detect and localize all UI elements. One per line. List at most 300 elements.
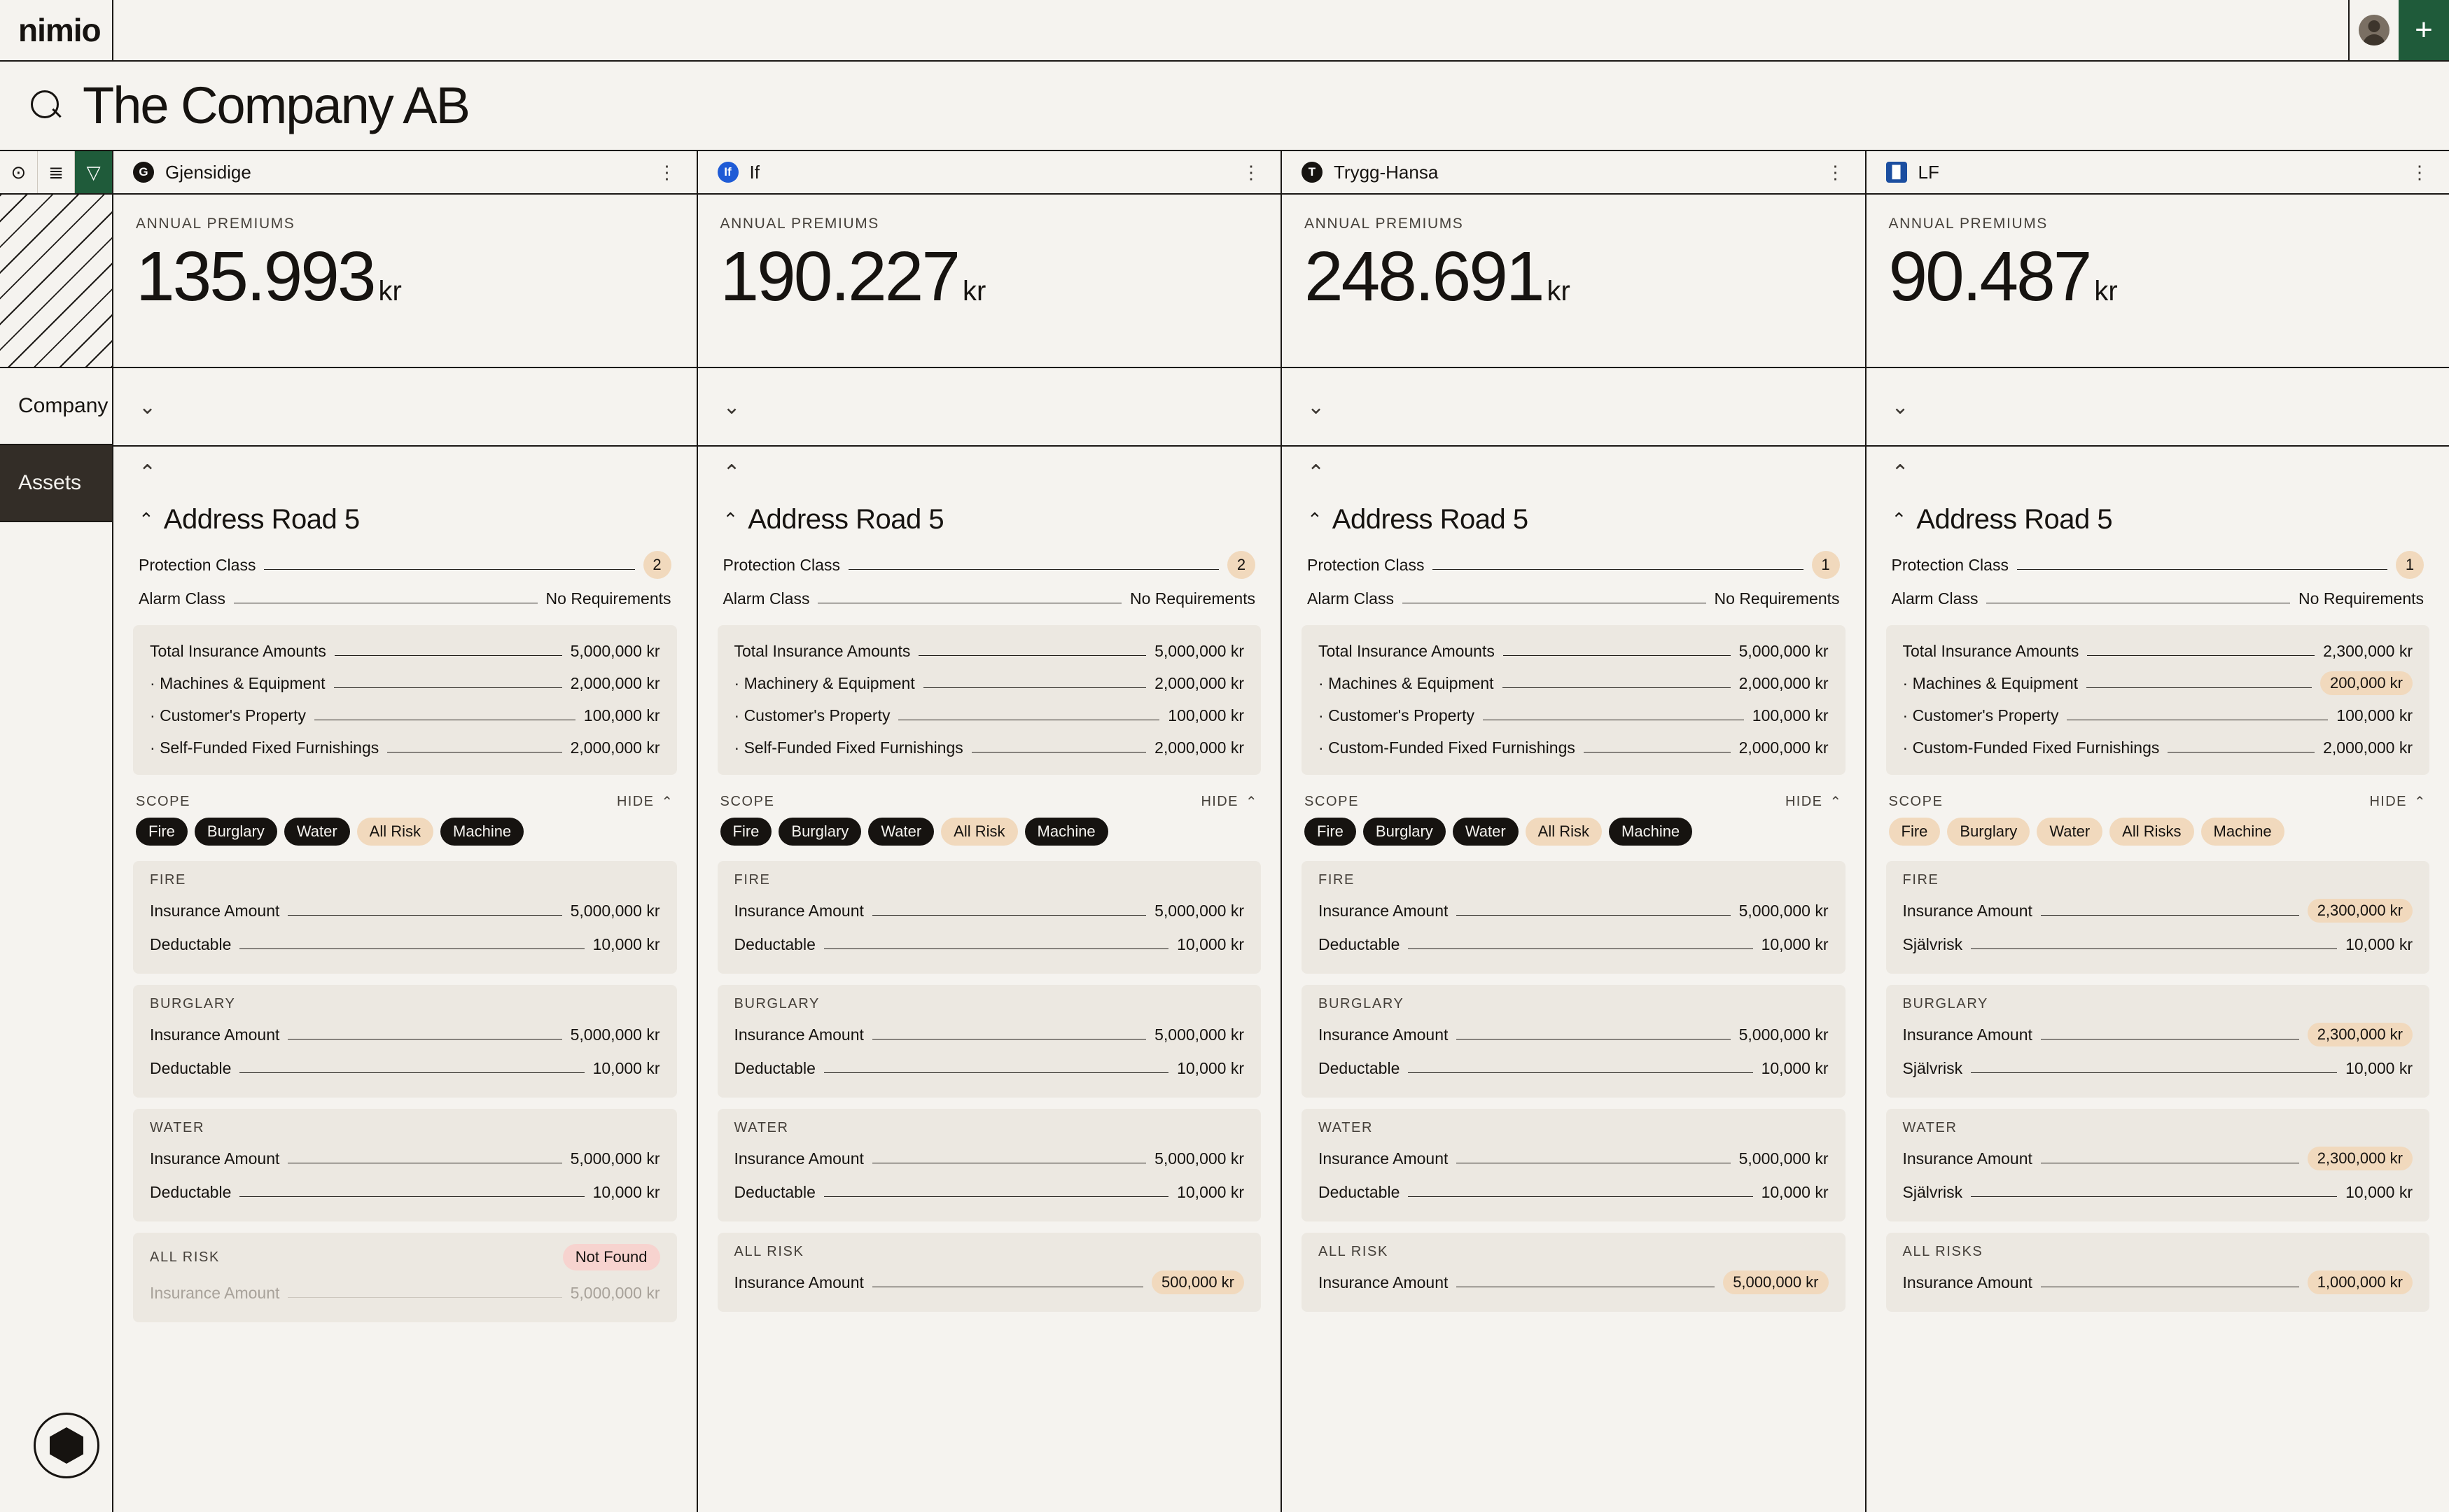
chevron-up-icon: ⌃ <box>2413 794 2427 810</box>
top-bar-spacer <box>113 0 2348 60</box>
table-row <box>1886 894 2430 927</box>
alarm-class-label: Alarm Class <box>1891 589 1979 608</box>
chevron-up-icon: ⌃ <box>139 509 154 530</box>
scope-chip[interactable]: Burglary <box>195 818 277 846</box>
table-row <box>133 1051 677 1085</box>
annual-premium-value: 135.993 <box>136 237 375 316</box>
peril-row-value: 5,000,000 kr <box>1723 1270 1828 1294</box>
table-row <box>718 667 1262 699</box>
scope-chip[interactable]: Water <box>1453 818 1519 846</box>
insurer-logo-icon: T <box>1302 162 1323 183</box>
scope-hide-label: HIDE <box>1785 794 1823 809</box>
annual-premium-value: 248.691 <box>1304 237 1543 316</box>
peril-row-label: Deductable <box>150 934 232 953</box>
peril-row-value: 5,000,000 kr <box>1738 1025 1829 1044</box>
add-button[interactable]: + <box>2399 0 2449 60</box>
table-row <box>133 1018 677 1051</box>
chevron-up-icon: ⌃ <box>1891 509 1907 530</box>
scope-chip[interactable]: Burglary <box>779 818 861 846</box>
scope-label: SCOPE <box>1304 794 1360 809</box>
leader-dots <box>919 655 1146 656</box>
peril-title: BURGLARY <box>734 996 820 1011</box>
scope-chip[interactable]: All Risk <box>357 818 433 846</box>
column-header-row <box>0 151 2449 195</box>
column-menu-icon[interactable]: ⋮ <box>2410 161 2429 183</box>
scope-chip[interactable]: Fire <box>1304 818 1356 846</box>
leader-dots <box>2087 655 2315 656</box>
peril-row-value: 5,000,000 kr <box>1154 1149 1244 1168</box>
leader-dots <box>1502 687 1731 688</box>
amount-label: Total Insurance Amounts <box>150 641 326 660</box>
table-row <box>133 1276 677 1310</box>
table-row <box>1886 1018 2430 1051</box>
amount-value: 200,000 kr <box>2320 671 2413 695</box>
insurance-amounts-card <box>718 625 1262 775</box>
alarm-class-value: No Requirements <box>2298 589 2424 608</box>
chevron-up-icon: ⌃ <box>139 461 157 484</box>
insurer-name: If <box>749 161 760 183</box>
address-header[interactable] <box>698 498 1281 548</box>
peril-row-label: Insurance Amount <box>1902 1273 2032 1292</box>
leader-dots <box>264 569 634 570</box>
column-header-gjensidige[interactable] <box>113 151 698 193</box>
table-row <box>1886 732 2430 764</box>
scope-hide-label: HIDE <box>1201 794 1239 809</box>
annual-premium-label: ANNUAL PREMIUMS <box>720 216 879 232</box>
expanded-section-toggle[interactable] <box>113 447 697 498</box>
alarm-class-row <box>113 582 697 615</box>
leader-dots <box>239 1072 584 1073</box>
column-header-trygg-hansa[interactable] <box>1282 151 1867 193</box>
table-row <box>1886 1266 2430 1299</box>
table-row <box>1302 1266 1846 1299</box>
scope-chips <box>1867 818 2449 850</box>
page-title: The Company AB <box>83 76 469 134</box>
leader-dots <box>1503 655 1731 656</box>
chevron-down-icon: ⌄ <box>1891 395 1909 419</box>
chevron-down-icon: ⌄ <box>139 395 157 419</box>
peril-row-label: Deductable <box>1318 1182 1400 1201</box>
peril-title: FIRE <box>1318 872 1355 888</box>
column-content <box>1282 447 1865 1512</box>
scope-hide-button[interactable] <box>2369 793 2427 811</box>
table-row <box>718 894 1262 927</box>
protection-class-label: Protection Class <box>1307 555 1425 574</box>
scope-hide-button[interactable] <box>1785 793 1843 811</box>
scope-chip[interactable]: Machine <box>2201 818 2284 846</box>
sidebar-item-company[interactable] <box>0 368 112 445</box>
chevron-up-icon: ⌃ <box>723 461 741 484</box>
table-row <box>718 699 1262 732</box>
peril-card-fire <box>1302 861 1846 974</box>
app-logo-badge[interactable] <box>34 1413 99 1478</box>
table-row <box>1886 1142 2430 1175</box>
peril-row-value: 10,000 kr <box>592 1182 660 1201</box>
column-header-lf[interactable] <box>1867 151 2449 193</box>
amount-label: · Machines & Equipment <box>1318 674 1494 693</box>
peril-card-fire <box>718 861 1262 974</box>
toolbar <box>0 151 113 193</box>
peril-row-label: Insurance Amount <box>1902 901 2032 920</box>
peril-title: ALL RISK <box>150 1249 220 1265</box>
address-title: Address Road 5 <box>748 504 944 535</box>
scope-chip[interactable]: Fire <box>720 818 772 846</box>
peril-row-label: Insurance Amount <box>1902 1149 2032 1168</box>
peril-row-label: Insurance Amount <box>1318 1149 1449 1168</box>
filter-button[interactable] <box>75 151 112 193</box>
peril-card-burglary <box>133 985 677 1098</box>
protection-class-value: 1 <box>1812 551 1840 579</box>
alarm-class-label: Alarm Class <box>139 589 225 608</box>
peril-row-value: 10,000 kr <box>2345 1182 2413 1201</box>
peril-row-value: 10,000 kr <box>2345 1058 2413 1077</box>
scope-chip[interactable]: Fire <box>1889 818 1941 846</box>
body <box>0 195 2449 1512</box>
scope-chip[interactable]: Fire <box>136 818 188 846</box>
amount-value: 100,000 kr <box>1752 706 1829 724</box>
peril-title: ALL RISK <box>1318 1244 1388 1259</box>
table-row <box>718 1051 1262 1085</box>
scope-chip[interactable]: Water <box>284 818 350 846</box>
insurer-column-lf <box>1867 195 2449 1512</box>
peril-row-value: 2,300,000 kr <box>2308 1023 2413 1046</box>
hexagon-icon <box>50 1427 83 1464</box>
search-icon[interactable] <box>28 88 64 124</box>
protection-class-label: Protection Class <box>139 555 256 574</box>
sidebar-item-label: Assets <box>18 471 82 494</box>
table-row <box>1886 1175 2430 1209</box>
sidebar-hatch-decoration <box>0 195 112 368</box>
chevron-up-icon: ⌃ <box>1829 794 1843 810</box>
alarm-class-row <box>1867 582 2449 615</box>
column-menu-icon[interactable]: ⋮ <box>657 161 677 183</box>
insurance-amounts-card <box>1302 625 1846 775</box>
leader-dots <box>824 1072 1168 1073</box>
leader-dots <box>872 915 1146 916</box>
leader-dots <box>2017 569 2387 570</box>
address-header[interactable] <box>1282 498 1865 548</box>
peril-title: ALL RISK <box>734 1244 804 1259</box>
peril-row-label: Självrisk <box>1902 934 1963 953</box>
column-menu-icon[interactable]: ⋮ <box>1242 161 1261 183</box>
scope-label: SCOPE <box>1888 794 1944 809</box>
insurance-amounts-card <box>1886 625 2430 775</box>
peril-row-value: 5,000,000 kr <box>570 1283 660 1302</box>
table-row <box>718 1142 1262 1175</box>
leader-dots <box>1971 1072 2337 1073</box>
peril-row-value: 10,000 kr <box>2345 934 2413 953</box>
peril-row-label: Insurance Amount <box>734 1273 864 1292</box>
peril-row-value: 5,000,000 kr <box>570 1025 660 1044</box>
alarm-class-label: Alarm Class <box>1307 589 1394 608</box>
sidebar-item-assets[interactable] <box>0 445 112 522</box>
table-row <box>1886 1051 2430 1085</box>
scope-hide-label: HIDE <box>2369 794 2407 809</box>
chevron-up-icon: ⌃ <box>723 509 739 530</box>
scope-chips <box>698 818 1281 850</box>
scope-chips <box>113 818 697 850</box>
table-row <box>133 699 677 732</box>
insurer-column-gjensidige <box>113 195 698 1512</box>
brand-logo[interactable] <box>0 0 113 60</box>
annual-premium-card <box>698 195 1281 368</box>
scope-chips <box>1282 818 1865 850</box>
amount-value: 100,000 kr <box>583 706 660 724</box>
annual-premium-label: ANNUAL PREMIUMS <box>1304 216 1464 232</box>
collapsed-section-toggle[interactable] <box>698 368 1281 447</box>
insurer-logo-icon: ▐▌ <box>1886 162 1907 183</box>
leader-dots <box>239 1196 584 1197</box>
address-title: Address Road 5 <box>1332 504 1528 535</box>
peril-row-value: 5,000,000 kr <box>570 1149 660 1168</box>
chevron-up-icon: ⌃ <box>1307 509 1323 530</box>
table-row <box>718 1175 1262 1209</box>
brand-logo-text: nimio <box>18 12 101 48</box>
page-header <box>0 62 2449 151</box>
peril-row-value: 10,000 kr <box>592 1058 660 1077</box>
peril-row-value: 10,000 kr <box>1761 934 1829 953</box>
leader-dots <box>824 948 1168 949</box>
peril-title: BURGLARY <box>1902 996 1988 1011</box>
peril-row-label: Insurance Amount <box>734 1025 864 1044</box>
amount-value: 2,300,000 kr <box>2323 641 2413 660</box>
chevron-down-icon: ⌄ <box>1307 395 1325 419</box>
amount-label: · Self-Funded Fixed Furnishings <box>150 738 379 757</box>
column-content <box>113 447 697 1512</box>
amount-value: 5,000,000 kr <box>1738 641 1829 660</box>
top-bar <box>0 0 2449 62</box>
scope-hide-button[interactable] <box>617 793 674 811</box>
amount-label: · Customer's Property <box>150 706 306 725</box>
peril-row-label: Självrisk <box>1902 1058 1963 1077</box>
table-row <box>1302 894 1846 927</box>
leader-dots <box>335 655 562 656</box>
status-badge: Not Found <box>563 1244 660 1270</box>
leader-dots <box>1456 1039 1730 1040</box>
peril-row-label: Insurance Amount <box>150 1149 280 1168</box>
scope-label: SCOPE <box>136 794 191 809</box>
peril-card-water <box>133 1109 677 1222</box>
protection-class-row <box>113 548 697 582</box>
filter-icon: ▽ <box>86 162 101 183</box>
column-header-if[interactable] <box>698 151 1283 193</box>
amount-value: 100,000 kr <box>2336 706 2413 724</box>
leader-dots <box>849 569 1219 570</box>
address-header[interactable] <box>113 498 697 548</box>
table-row <box>1302 927 1846 961</box>
annual-premium-card <box>1282 195 1865 368</box>
leader-dots <box>1971 1196 2337 1197</box>
peril-card-all-risk <box>133 1233 677 1322</box>
table-row <box>1302 1051 1846 1085</box>
peril-row-label: Deductable <box>150 1182 232 1201</box>
table-row <box>1886 667 2430 699</box>
leader-dots <box>288 915 561 916</box>
peril-row-label: Insurance Amount <box>150 1025 280 1044</box>
amount-label: · Machinery & Equipment <box>734 674 915 693</box>
peril-row-label: Insurance Amount <box>734 901 864 920</box>
peril-row-value: 500,000 kr <box>1152 1270 1244 1294</box>
insurer-name: LF <box>1918 161 1939 183</box>
amount-value: 5,000,000 kr <box>1154 641 1244 660</box>
peril-row-label: Insurance Amount <box>1318 901 1449 920</box>
scope-label: SCOPE <box>720 794 775 809</box>
amount-label: · Custom-Funded Fixed Furnishings <box>1903 738 2160 757</box>
peril-row-label: Insurance Amount <box>150 901 280 920</box>
leader-dots <box>1408 948 1752 949</box>
scope-header <box>1867 775 2449 818</box>
protection-class-label: Protection Class <box>1891 555 2009 574</box>
scope-chip[interactable]: Burglary <box>1363 818 1446 846</box>
peril-card-burglary <box>1886 985 2430 1098</box>
amount-label: Total Insurance Amounts <box>1318 641 1495 660</box>
column-menu-icon[interactable]: ⋮ <box>1826 161 1846 183</box>
top-bar-actions <box>2348 0 2449 60</box>
address-title: Address Road 5 <box>1916 504 2113 535</box>
amount-value: 5,000,000 kr <box>570 641 660 660</box>
peril-row-value: 10,000 kr <box>1177 1058 1244 1077</box>
peril-title: FIRE <box>150 872 186 888</box>
peril-row-label: Insurance Amount <box>1318 1025 1449 1044</box>
scope-chip[interactable]: Machine <box>440 818 524 846</box>
leader-dots <box>1456 915 1730 916</box>
sidebar-item-label: Company <box>18 394 109 417</box>
peril-row-label: Deductable <box>734 1058 816 1077</box>
scope-header <box>1282 775 1865 818</box>
expanded-section-toggle[interactable] <box>698 447 1281 498</box>
peril-card-all-risk <box>1302 1233 1846 1312</box>
annual-premium-value: 90.487 <box>1888 237 2091 316</box>
compare-view-button[interactable] <box>38 151 76 193</box>
table-row <box>133 667 677 699</box>
peril-row-label: Deductable <box>150 1058 232 1077</box>
collapsed-section-toggle[interactable] <box>113 368 697 447</box>
address-header[interactable] <box>1867 498 2449 548</box>
amount-label: · Machines & Equipment <box>1903 674 2079 693</box>
peril-row-value: 5,000,000 kr <box>1738 901 1829 920</box>
peril-title: WATER <box>1318 1120 1373 1135</box>
amount-value: 2,000,000 kr <box>1154 673 1244 692</box>
peril-card-burglary <box>1302 985 1846 1098</box>
amount-value: 2,000,000 kr <box>1738 673 1829 692</box>
amount-label: Total Insurance Amounts <box>1902 641 2079 660</box>
collapsed-section-toggle[interactable] <box>1867 368 2449 447</box>
peril-row-value: 5,000,000 kr <box>1154 1025 1244 1044</box>
compare-view-icon: ≣ <box>48 162 64 183</box>
peril-row-value: 10,000 kr <box>1177 934 1244 953</box>
table-row <box>718 1018 1262 1051</box>
leader-dots <box>1408 1072 1752 1073</box>
table-row <box>133 732 677 764</box>
peril-row-label: Insurance Amount <box>1902 1025 2032 1044</box>
annual-premium-label: ANNUAL PREMIUMS <box>1888 216 2048 232</box>
amount-value: 2,000,000 kr <box>2323 738 2413 757</box>
annual-premium-value: 190.227 <box>720 237 958 316</box>
leader-dots <box>923 687 1146 688</box>
peril-row-value: 5,000,000 kr <box>1154 901 1244 920</box>
table-row <box>718 635 1262 667</box>
scope-hide-button[interactable] <box>1201 793 1258 811</box>
annual-premium-label: ANNUAL PREMIUMS <box>136 216 295 232</box>
peril-title: FIRE <box>734 872 771 888</box>
peril-row-value: 10,000 kr <box>592 934 660 953</box>
table-row <box>133 635 677 667</box>
amount-label: Total Insurance Amounts <box>734 641 911 660</box>
scope-chip[interactable]: Machine <box>1609 818 1692 846</box>
scope-chip[interactable]: All Risk <box>1526 818 1602 846</box>
amount-label: · Self-Funded Fixed Furnishings <box>734 738 963 757</box>
peril-card-water <box>1302 1109 1846 1222</box>
peril-row-value: 5,000,000 kr <box>570 901 660 920</box>
peril-card-all-risks <box>1886 1233 2430 1312</box>
scope-chip[interactable]: Machine <box>1025 818 1108 846</box>
expanded-section-toggle[interactable] <box>1282 447 1865 498</box>
more-options-button[interactable] <box>0 151 38 193</box>
amount-value: 2,000,000 kr <box>570 673 660 692</box>
insurer-name: Trygg-Hansa <box>1334 161 1439 183</box>
alarm-class-value: No Requirements <box>545 589 671 608</box>
table-row <box>1302 1142 1846 1175</box>
peril-title: ALL RISKS <box>1902 1244 1983 1259</box>
leader-dots <box>288 1039 561 1040</box>
insurer-name: Gjensidige <box>165 161 251 183</box>
avatar <box>2359 15 2389 46</box>
annual-premium-currency: kr <box>962 276 986 307</box>
alarm-class-row <box>1282 582 1865 615</box>
scope-chip[interactable]: Burglary <box>1947 818 2030 846</box>
leader-dots <box>1408 1196 1752 1197</box>
annual-premium-currency: kr <box>378 276 402 307</box>
scope-chip[interactable]: All Risks <box>2109 818 2193 846</box>
collapsed-section-toggle[interactable] <box>1282 368 1865 447</box>
peril-card-fire <box>1886 861 2430 974</box>
alarm-class-value: No Requirements <box>1130 589 1255 608</box>
scope-chip[interactable]: Water <box>2037 818 2102 846</box>
table-row <box>718 732 1262 764</box>
account-button[interactable] <box>2348 0 2399 60</box>
comparison-columns <box>113 195 2449 1512</box>
peril-title: FIRE <box>1902 872 1939 888</box>
leader-dots <box>824 1196 1168 1197</box>
table-row <box>718 1266 1262 1299</box>
table-row <box>133 894 677 927</box>
chevron-up-icon: ⌃ <box>1891 461 1909 484</box>
peril-row-label: Insurance Amount <box>1318 1273 1449 1292</box>
peril-card-all-risk <box>718 1233 1262 1312</box>
scope-header <box>113 775 697 818</box>
table-row <box>1886 635 2430 667</box>
alarm-class-value: No Requirements <box>1714 589 1840 608</box>
scope-hide-label: HIDE <box>616 794 655 809</box>
peril-card-burglary <box>718 985 1262 1098</box>
annual-premium-currency: kr <box>1547 276 1570 307</box>
peril-row-value: 2,300,000 kr <box>2308 899 2413 923</box>
peril-row-label: Självrisk <box>1902 1182 1963 1201</box>
leader-dots <box>239 948 584 949</box>
chevron-up-icon: ⌃ <box>661 794 674 810</box>
chevron-down-icon: ⌄ <box>723 395 741 419</box>
peril-row-label: Deductable <box>1318 1058 1400 1077</box>
peril-card-fire <box>133 861 677 974</box>
peril-row-value: 1,000,000 kr <box>2308 1270 2413 1294</box>
expanded-section-toggle[interactable] <box>1867 447 2449 498</box>
protection-class-row <box>1867 548 2449 582</box>
leader-dots <box>1971 948 2337 949</box>
scope-chip[interactable]: Water <box>868 818 934 846</box>
annual-premium-currency: kr <box>2094 276 2118 307</box>
peril-row-label: Insurance Amount <box>150 1283 280 1302</box>
scope-chip[interactable]: All Risk <box>941 818 1017 846</box>
